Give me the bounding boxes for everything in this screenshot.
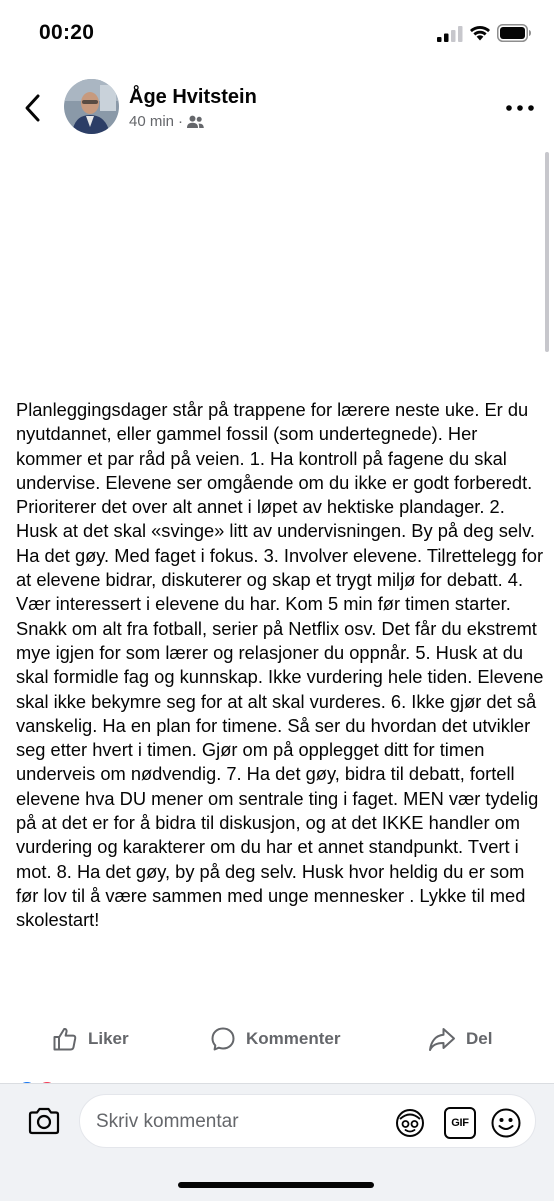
- comment-field[interactable]: [79, 1094, 536, 1148]
- share-label: Del: [466, 1029, 493, 1048]
- avatar-photo: [64, 79, 119, 134]
- more-options-button[interactable]: [502, 98, 538, 118]
- home-indicator[interactable]: [178, 1182, 374, 1188]
- comment-button[interactable]: [210, 1018, 340, 1060]
- comment-composer: [0, 1083, 554, 1201]
- camera-icon[interactable]: [26, 1103, 62, 1139]
- cellular-signal-icon: [437, 26, 464, 42]
- like-label: Liker: [88, 1029, 129, 1048]
- post-body-text: Planleggingsdager står på trappene for lærere neste uke. Er du nyutdannet, eller gammel fossil (som undertegnede). Her kommer et par råd på veien. 1. Ha kontroll på fagene du skal undervise. Elevene ser omgående om du ikke er godt forberedt. Prioriterer det over alt annet i løpet av hektiske plandager. 2. Husk at det skal «svinge» litt av undervisningen. By på deg selv. Ha det gøy. Med faget i fokus. 3. Involver elevene. Tilrettelegg for at elevene bidrar, diskuterer og skap et trygt miljø for debatt. 4. Vær interessert i elevene du har. Kom 5 min før timen starter. Snakk om alt fra fotball, serier på Netflix osv. Det får du ekstremt mye igjen for som lærer og relasjoner du oppnår. 5. Husk at du skal formidle fag og kunnskap. Ikke vurdering hele tiden. Elevene skal ikke bekymre seg for at alt skal vurderes. 6. Ikke gjør det så vanskelig. Ha en plan for timene. Så ser du hvordan det utvikler seg etter hvert i timen. Gjør om på opplegget ditt for timen underveis om nødvendig. 7. Ha det gøy, bidra til debatt, fortell elevene hva DU mener om sentrale ting i faget. MEN vær tydelig på at det er for å bidra til diskusjon, og at det IKKE handler om vurdering og karakterer om du har et annet standpunkt. Tvert i mot. 8. Ha det gøy, by på deg selv. Husk hvor heldig du er som før lov til å være sammen med unge mennesker . Lykke til med skolestart!: [16, 399, 544, 931]
- battery-icon: [497, 24, 532, 42]
- gif-icon[interactable]: [444, 1107, 476, 1139]
- like-icon: [52, 1026, 78, 1052]
- friends-icon: [187, 115, 204, 129]
- status-time: 00:20: [39, 21, 95, 44]
- post-header: [0, 66, 554, 150]
- gif-label: GIF: [451, 1117, 469, 1129]
- back-chevron-icon: [23, 93, 41, 123]
- emoji-icon[interactable]: [490, 1107, 522, 1139]
- wifi-icon: [469, 24, 491, 41]
- post-meta: [129, 113, 204, 130]
- comment-label: Kommenter: [246, 1029, 341, 1048]
- share-button[interactable]: [428, 1018, 492, 1060]
- post-time[interactable]: 40 min: [129, 113, 175, 130]
- meta-separator: ·: [178, 113, 184, 130]
- comment-icon: [210, 1026, 236, 1052]
- more-icon: [506, 105, 534, 111]
- comment-input[interactable]: [94, 1108, 388, 1136]
- author-avatar[interactable]: [64, 79, 119, 134]
- avatar-sticker-icon[interactable]: [394, 1107, 426, 1139]
- scroll-indicator[interactable]: [545, 152, 549, 352]
- post-actions: [0, 1018, 554, 1060]
- author-name[interactable]: Åge Hvitstein: [129, 86, 257, 108]
- status-bar: [0, 0, 554, 66]
- share-icon: [428, 1026, 456, 1052]
- like-button[interactable]: [52, 1018, 129, 1060]
- back-button[interactable]: [16, 90, 48, 126]
